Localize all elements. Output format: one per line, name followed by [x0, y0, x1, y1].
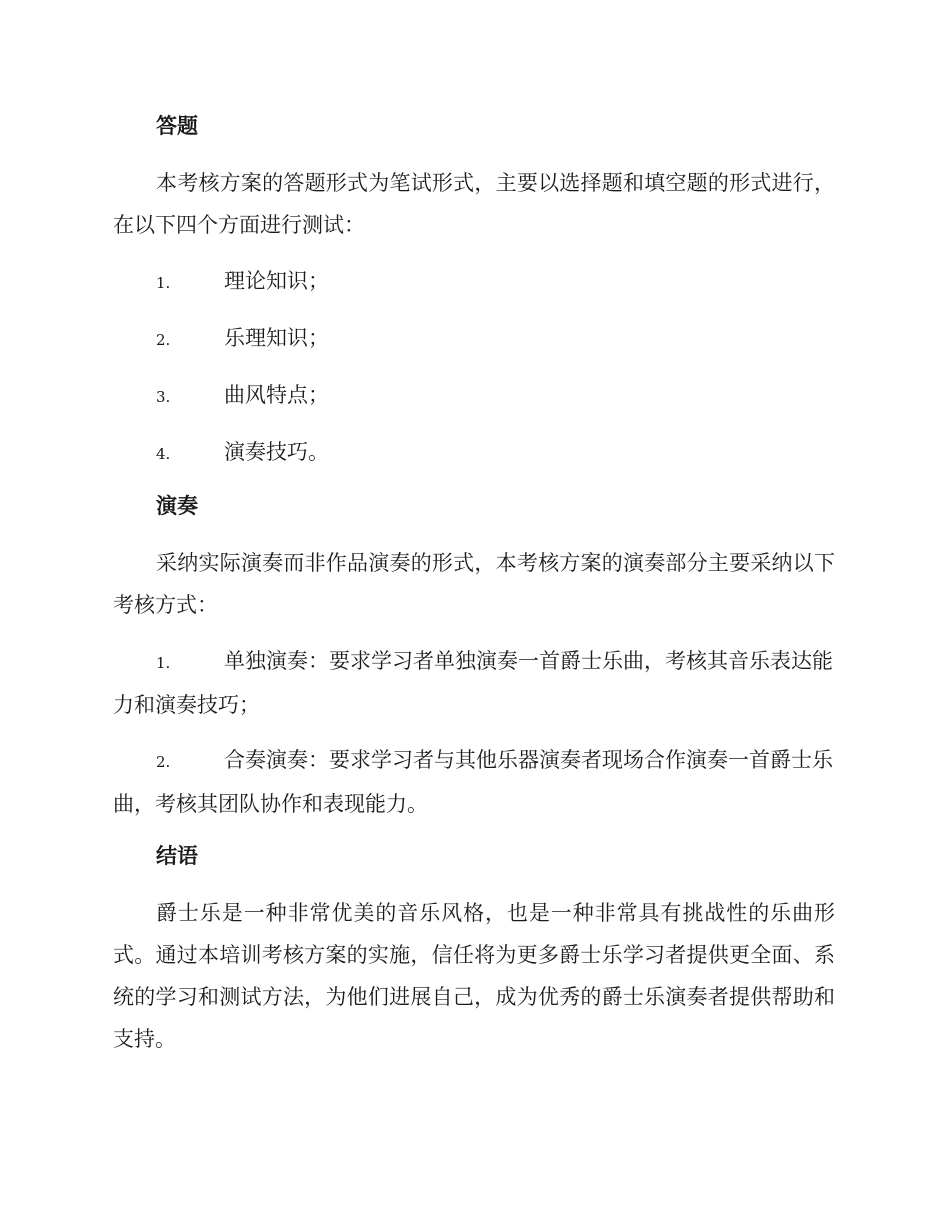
list-number: 2.: [156, 753, 171, 771]
section-intro-conclusion: 爵士乐是一种非常优美的音乐风格，也是一种非常具有挑战性的乐曲形式。通过本培训考核方案的实施，信任将为更多爵士乐学习者提供更全面、系统的学习和测试方法，为他们进展自己，成为优秀的爵士乐演奏者提供帮助和支持。: [113, 901, 835, 1051]
list-text: 合奏演奏：要求学习者与其他乐器演奏者现场合作演奏一首爵士乐曲，考核其团队协作和表现能力。: [113, 748, 833, 816]
list-number: 1.: [156, 654, 171, 672]
section-heading-answering: 答题: [156, 114, 198, 138]
list-text: 单独演奏：要求学习者单独演奏一首爵士乐曲，考核其音乐表达能力和演奏技巧；: [113, 649, 833, 717]
list-text: 理论知识；: [224, 269, 329, 293]
list-number: 2.: [156, 331, 171, 349]
list-item: [113, 739, 835, 825]
section-heading-conclusion: 结语: [156, 844, 198, 868]
list-number: 1.: [156, 274, 171, 292]
list-number: 3.: [156, 388, 171, 406]
list-text: 曲风特点；: [224, 383, 329, 407]
section-heading-performance: 演奏: [156, 494, 198, 518]
document-page: [113, 108, 835, 1074]
list-item: [113, 317, 835, 361]
section-intro-performance: 采纳实际演奏而非作品演奏的形式，本考核方案的演奏部分主要采纳以下考核方式：: [113, 551, 835, 617]
list-number: 4.: [156, 445, 171, 463]
list-item: [113, 374, 835, 418]
list-item: [113, 640, 835, 726]
list-text: 演奏技巧。: [224, 440, 329, 464]
list-text: 乐理知识；: [224, 326, 329, 350]
list-item: [113, 260, 835, 304]
list-item: [113, 431, 835, 475]
section-intro-answering: 本考核方案的答题形式为笔试形式，主要以选择题和填空题的形式进行，在以下四个方面进行测试：: [113, 171, 835, 237]
